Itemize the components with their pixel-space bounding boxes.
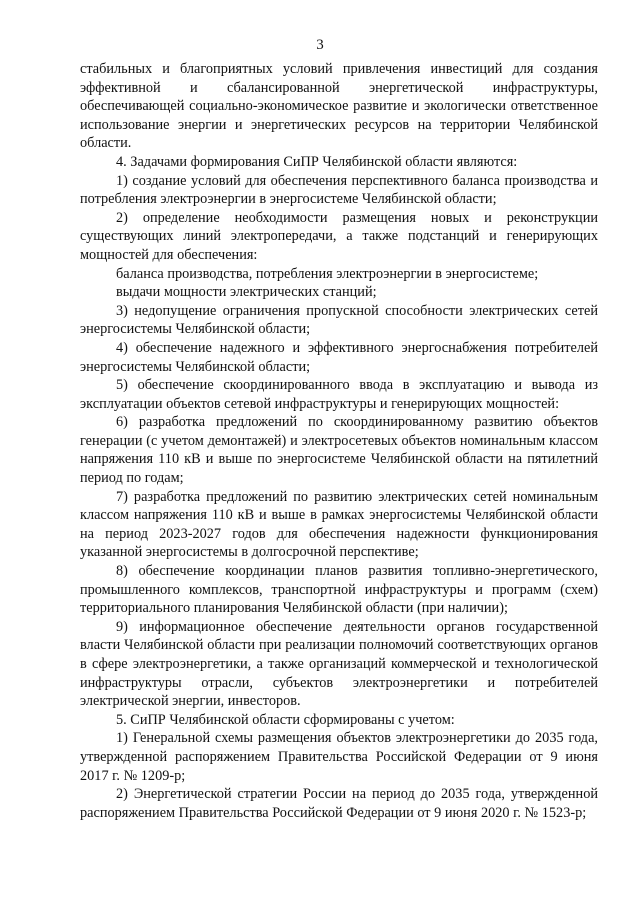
list-item: 2) Энергетической стратегии России на период до 2035 года, утвержденной распоряжением Правительства Российской Федерации от 9 июня 2020 г. № 1523-р; — [80, 786, 598, 821]
paragraph: стабильных и благоприятных условий привлечения инвестиций для создания эффективной и сбалансированной энергетической инфраструктуры, обеспечивающей социально-экономическое развитие и экологически ответственное использование энергии и энергетических ресурсов на территории Челябинской области. — [80, 61, 598, 152]
list-item: 3) недопущение ограничения пропускной способности электрических сетей энергосистемы Челябинской области; — [80, 302, 598, 338]
sub-list-item: баланса производства, потребления электроэнергии в энергосистеме; — [116, 265, 539, 282]
list-item: 9) информационное обеспечение деятельности органов государственной власти Челябинской области при реализации полномочий соответствующих органов в сфере электроэнергетики, а также организаций коммерческой и технологической инфраструктуры отрасли, субъектов электроэнергетики и потребителей электрической энергии, инвесторов. — [80, 618, 598, 710]
list-item: 1) Генеральной схемы размещения объектов электроэнергетики до 2035 года, утвержденной распоряжением Правительства Российской Федерации от 9 июня 2017 г. № 1209-р; — [80, 730, 598, 784]
list-item: 5) обеспечение скоординированного ввода в эксплуатацию и вывода из эксплуатации объектов сетевой инфраструктуры и генерирующих мощностей: — [80, 377, 598, 412]
list-item: 6) разработка предложений по скоординированному развитию объектов генерации (с учетом демонтажей) и электросетевых объектов номинальным классом напряжения 110 кВ и выше по энергосистеме Челябинской области на пятилетний период по годам; — [80, 414, 598, 487]
page-number: 3 — [316, 37, 324, 53]
list-item: 2) определение необходимости размещения новых и реконструкции существующих линий электропередачи, а также подстанций и генерирующих мощностей для обеспечения: — [80, 209, 598, 263]
paragraph: 4. Задачами формирования СиПР Челябинской области являются: — [116, 153, 518, 170]
list-item: 4) обеспечение надежного и эффективного энергоснабжения потребителей энергосистемы Челябинской области; — [80, 339, 598, 375]
paragraph: 5. СиПР Челябинской области сформированы с учетом: — [116, 711, 455, 728]
list-item: 1) создание условий для обеспечения перспективного баланса производства и потребления электроэнергии в энергосистеме Челябинской области; — [80, 172, 598, 208]
document-body — [80, 60, 598, 822]
sub-list-item: выдачи мощности электрических станций; — [116, 284, 377, 301]
list-item: 8) обеспечение координации планов развития топливно-энергетического, промышленного комплексов, транспортной инфраструктуры и программ (схем) территориального планирования Челябинской области (при наличии); — [80, 563, 598, 617]
list-item: 7) разработка предложений по развитию электрических сетей номинальным классом напряжения 110 кВ и выше в рамках энергосистемы Челябинской области на период 2023-2027 годов для обеспечения надежности функционирования указанной энергосистемы в долгосрочной перспективе; — [80, 488, 598, 561]
